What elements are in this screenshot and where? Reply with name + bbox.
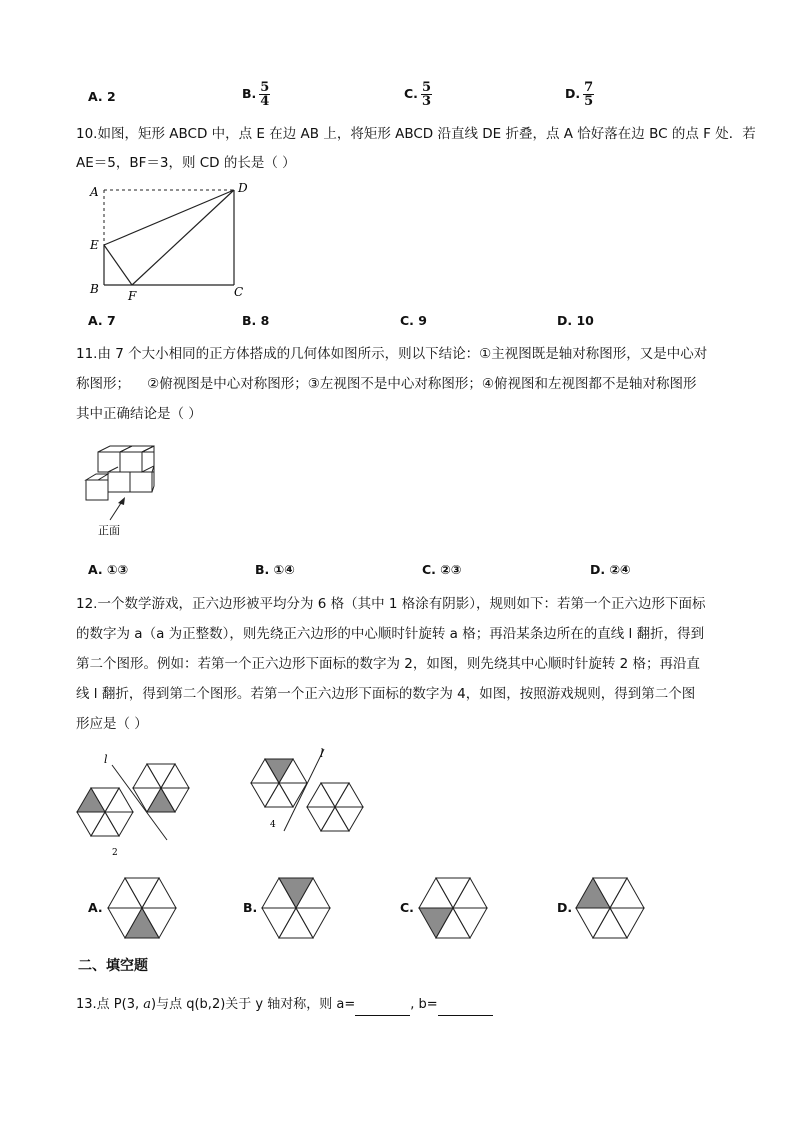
numerator: 5 xyxy=(260,80,270,95)
fraction xyxy=(583,81,594,108)
hex-cell-shaded xyxy=(265,759,293,783)
hex-cell xyxy=(251,783,279,807)
cube-front xyxy=(98,452,120,472)
q12-stem-line5: 形应是（ ） xyxy=(76,716,148,732)
denominator: 5 xyxy=(584,94,594,109)
hex-cell xyxy=(161,764,189,788)
label-b: B xyxy=(90,282,99,296)
label-c: C xyxy=(234,285,244,299)
q10-stem-line1: 10.如图，矩形 ABCD 中，点 E 在边 AB 上，将矩形 ABCD 沿直线 DE 折叠，点 A 恰好落在边 BC 的点 F 处．若 xyxy=(76,126,756,142)
q10-option-a[interactable]: A. 7 xyxy=(88,313,116,328)
label-e: E xyxy=(90,238,99,252)
q12-stem-line4: 线 l 翻折，得到第二个图形。若第一个正六边形下面标的数字为 4，如图，按照游戏规则，得到第二个图 xyxy=(76,686,696,702)
q9-option-a[interactable] xyxy=(88,89,116,104)
arrow-head xyxy=(118,497,125,505)
hex-number: 4 xyxy=(270,820,276,830)
hex-cell xyxy=(335,807,363,831)
option-text: 2 xyxy=(107,89,116,104)
q10-option-c[interactable]: C. 9 xyxy=(400,313,427,328)
hex-cell xyxy=(262,908,296,938)
numerator: 7 xyxy=(584,80,594,95)
hex-cell xyxy=(453,908,487,938)
hex-cell xyxy=(321,807,349,831)
hex-cell xyxy=(436,878,470,908)
q13-prefix: 13.点 P(3, xyxy=(76,997,144,1012)
option-key: C. xyxy=(404,86,418,101)
denominator: 4 xyxy=(260,94,270,109)
hex-cell xyxy=(610,908,644,938)
q12-option-d[interactable]: D. xyxy=(557,900,573,915)
cube-edge xyxy=(108,467,118,472)
line-ef xyxy=(104,245,132,285)
hex-cell xyxy=(77,812,105,836)
front-label: 正面 xyxy=(98,524,120,537)
q9-option-d[interactable] xyxy=(565,81,594,108)
q9-option-c[interactable] xyxy=(404,81,432,108)
q13-italic-a: a xyxy=(143,997,152,1012)
hex-cell-shaded xyxy=(147,788,175,812)
line-ed xyxy=(104,190,234,245)
hex-cell xyxy=(133,764,161,788)
hex-cell xyxy=(593,908,627,938)
q11-stem-part-a: 称图形； xyxy=(76,376,130,392)
hex-cell xyxy=(105,812,133,836)
cube-front xyxy=(86,480,108,500)
hex-cell xyxy=(142,878,176,908)
fraction xyxy=(259,81,270,108)
q11-option-c[interactable]: C. ②③ xyxy=(422,562,462,577)
cube-front xyxy=(130,472,152,492)
label-a: A xyxy=(90,185,99,199)
q11-stem-line2 xyxy=(76,374,696,394)
cube-side xyxy=(142,446,154,472)
hex-cell xyxy=(296,908,330,938)
q11-option-b[interactable]: B. ①④ xyxy=(255,562,295,577)
q12-option-c[interactable]: C. xyxy=(400,900,414,915)
q11-option-d[interactable]: D. ②④ xyxy=(590,562,631,577)
hex-cell-shaded xyxy=(576,878,610,908)
q13-stem xyxy=(76,995,493,1016)
hex-cell xyxy=(576,908,610,938)
hex-cell-shaded xyxy=(125,908,159,938)
q10-rectangle-figure xyxy=(86,180,256,305)
hex-cell xyxy=(321,783,349,807)
q12-example-figure-4 xyxy=(246,745,376,845)
numerator: 5 xyxy=(421,80,431,95)
q11-cubes-figure xyxy=(80,440,170,540)
hex-cell-shaded xyxy=(279,878,313,908)
q11-stem-line3: 其中正确结论是（ ） xyxy=(76,406,202,422)
hex-cell xyxy=(108,878,142,908)
line-label-l: l xyxy=(320,747,324,760)
q12-option-a-hexagon[interactable] xyxy=(104,874,184,944)
q13-middle2: , b= xyxy=(410,997,438,1012)
hex-cell xyxy=(307,807,335,831)
q12-stem-line3: 第二个图形。例如：若第一个正六边形下面标的数字为 2，如图，则先绕其中心顺时针旋转 2 格；再沿直 xyxy=(76,656,701,672)
cube-side xyxy=(152,466,154,492)
cube-front xyxy=(120,452,142,472)
q9-option-b[interactable] xyxy=(242,81,270,108)
q10-option-d[interactable]: D. 10 xyxy=(557,313,594,328)
q12-stem-line1: 12.一个数学游戏，正六边形被平均分为 6 格（其中 1 格涂有阴影），规则如下：若第一个正六边形下面标 xyxy=(76,596,706,612)
hex-cell-shaded xyxy=(77,788,105,812)
hex-cell xyxy=(105,788,133,812)
label-f: F xyxy=(128,289,137,303)
answer-blank-b[interactable] xyxy=(438,995,493,1016)
cube-top xyxy=(86,474,108,480)
option-key: A. xyxy=(88,89,103,104)
hex-cell xyxy=(91,812,119,836)
hex-cell xyxy=(147,764,175,788)
hex-cell xyxy=(610,878,644,908)
option-key: D. xyxy=(565,86,581,101)
q11-option-a[interactable]: A. ①③ xyxy=(88,562,129,577)
hex-cell xyxy=(307,783,335,807)
hex-cell xyxy=(279,908,313,938)
label-d: D xyxy=(238,181,248,195)
section-title: 二、填空题 xyxy=(78,958,148,974)
hex-cell xyxy=(335,783,363,807)
hex-number: 2 xyxy=(112,848,118,858)
line-fd xyxy=(132,190,234,285)
q13-middle: )与点 q(b,2)关于 y 轴对称，则 a= xyxy=(151,997,356,1012)
q12-option-b[interactable]: B. xyxy=(243,900,258,915)
q12-option-d-hexagon[interactable] xyxy=(572,874,652,944)
q12-option-a[interactable]: A. xyxy=(88,900,103,915)
q12-option-b-hexagon[interactable] xyxy=(258,874,338,944)
q10-option-b[interactable]: B. 8 xyxy=(242,313,270,328)
hex-cell xyxy=(125,878,159,908)
q11-stem-part-b: ②俯视图是中心对称图形；③左视图不是中心对称图形；④俯视图和左视图都不是轴对称图形 xyxy=(147,376,697,392)
hex-cell-shaded xyxy=(419,908,453,938)
option-key: B. xyxy=(242,86,257,101)
hex-cell xyxy=(419,878,453,908)
q11-stem-line1: 11.由 7 个大小相同的正方体搭成的几何体如图所示，则以下结论：①主视图既是轴对称图形，又是中心对 xyxy=(76,346,708,362)
cube-front xyxy=(108,472,130,492)
answer-blank-a[interactable] xyxy=(355,995,410,1016)
q12-example-figure-2 xyxy=(72,745,212,860)
denominator: 3 xyxy=(421,94,431,109)
q12-option-c-hexagon[interactable] xyxy=(415,874,495,944)
line-label-l: l xyxy=(104,753,108,766)
q10-stem-line2: AE＝5，BF＝3，则 CD 的长是（ ） xyxy=(76,155,296,171)
hex-cell xyxy=(453,878,487,908)
hex-cell xyxy=(265,783,293,807)
fraction xyxy=(421,81,432,108)
hex-cell xyxy=(279,783,307,807)
q12-stem-line2: 的数字为 a（a 为正整数），则先绕正六边形的中心顺时针旋转 a 格；再沿某条边所在的直线 l 翻折，得到 xyxy=(76,626,705,642)
